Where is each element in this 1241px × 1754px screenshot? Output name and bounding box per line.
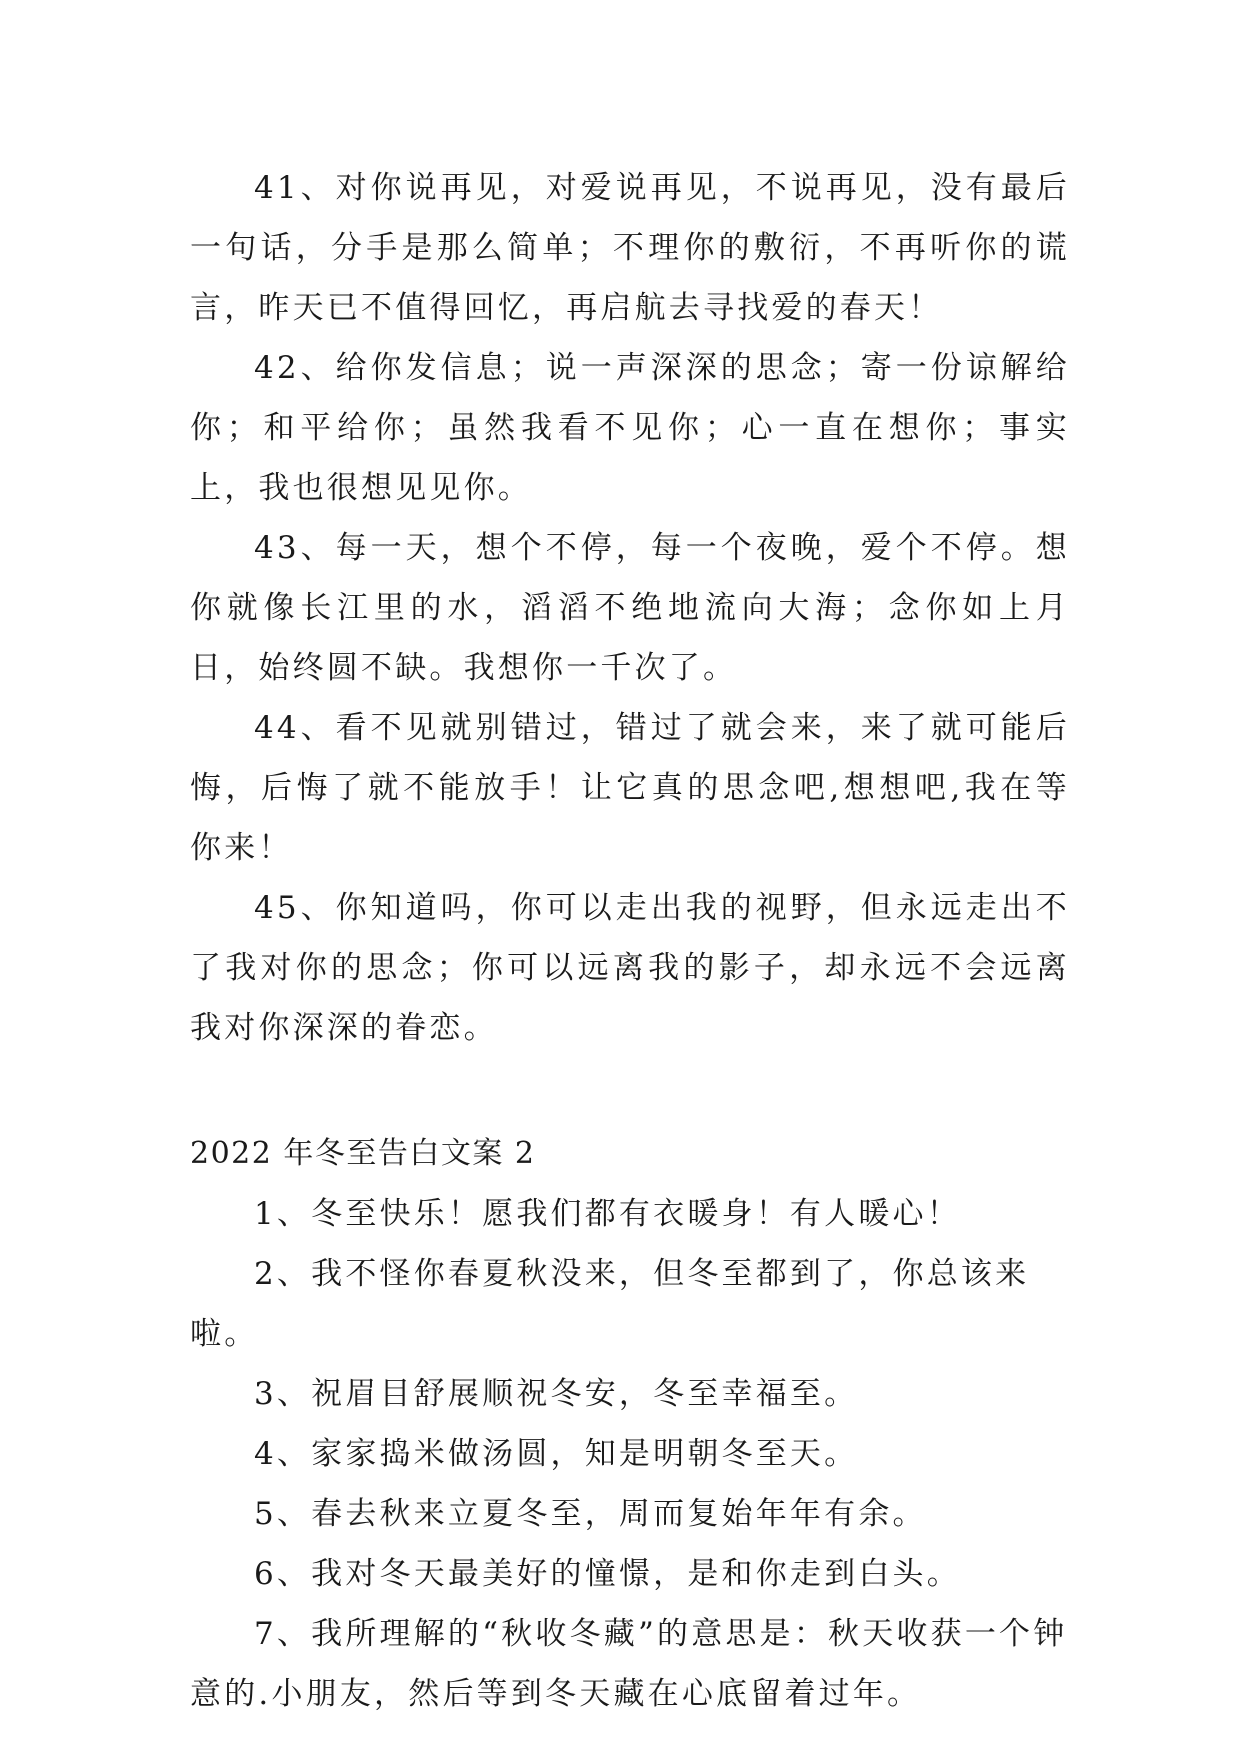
document-page (190, 158, 1070, 1724)
list-item: 6、我对冬天最美好的憧憬，是和你走到白头。 (254, 1556, 961, 1592)
section-heading: 2022 年冬至告白文案 2 (190, 1136, 536, 1171)
list-item: 5、春去秋来立夏冬至，周而复始年年有余。 (254, 1496, 927, 1532)
paragraph-42: 42、给你发信息；说一声深深的思念；寄一份谅解给你；和平给你；虽然我看不见你；心一直在想你；事实上，我也很想见见你。 (190, 350, 1070, 506)
paragraph-45: 45、你知道吗，你可以走出我的视野，但永远走出不了我对你的思念；你可以远离我的影子，却永远不会远离我对你深深的眷恋。 (190, 890, 1070, 1046)
list-item: 4、家家捣米做汤圆，知是明朝冬至天。 (254, 1436, 859, 1472)
list-item: 2、我不怪你春夏秋没来，但冬至都到了，你总该来啦。 (190, 1256, 1030, 1352)
list-item: 3、祝眉目舒展顺祝冬安，冬至幸福至。 (254, 1376, 859, 1412)
paragraph-41: 41、对你说再见，对爱说再见，不说再见，没有最后一句话，分手是那么简单；不理你的敷衍，不再听你的谎言，昨天已不值得回忆，再启航去寻找爱的春天！ (190, 170, 1070, 326)
paragraph-43: 43、每一天，想个不停，每一个夜晚，爱个不停。想你就像长江里的水，滔滔不绝地流向大海；念你如上月日，始终圆不缺。我想你一千次了。 (190, 530, 1070, 686)
list-item: 1、冬至快乐！愿我们都有衣暖身！有人暖心！ (254, 1196, 961, 1232)
paragraph-44: 44、看不见就别错过，错过了就会来，来了就可能后悔，后悔了就不能放手！让它真的思念吧,想想吧,我在等你来！ (190, 710, 1070, 866)
section-winter-solstice-list (190, 1184, 1070, 1724)
list-item: 7、我所理解的“秋收冬藏”的意思是：秋天收获一个钟意的.小朋友，然后等到冬天藏在心底留着过年。 (190, 1616, 1068, 1712)
section-quotes-41-45 (190, 158, 1070, 1058)
